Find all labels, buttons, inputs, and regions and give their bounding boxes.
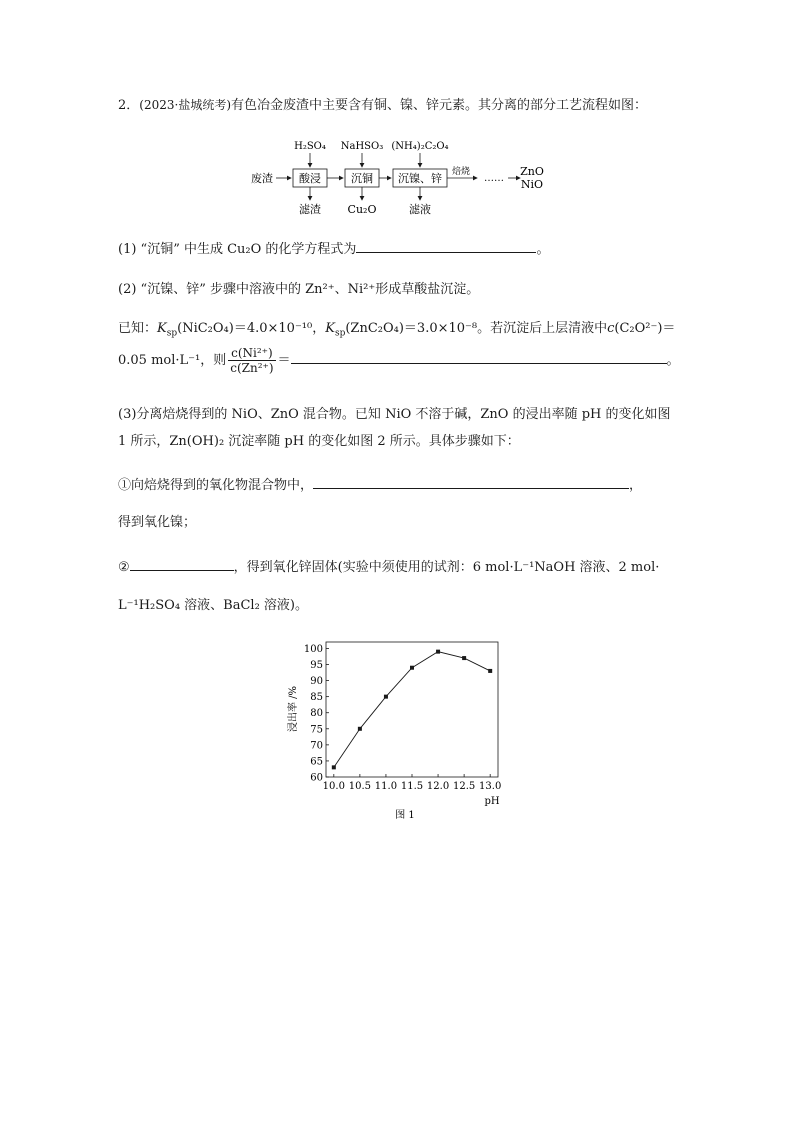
- reagent-nahso3: NaHSO₃: [340, 141, 384, 152]
- step-2-next: [118, 597, 308, 615]
- data-point: [358, 727, 362, 731]
- step-1-line: [118, 474, 642, 495]
- q1-end: 。: [536, 242, 550, 257]
- known-ksp-line: [118, 320, 675, 338]
- process-flow-diagram: [240, 132, 560, 222]
- y-tick-label: 65: [310, 756, 323, 768]
- output-filtrate: 滤液: [409, 203, 431, 216]
- data-point: [436, 650, 440, 654]
- x-tick-label: 12.0: [426, 781, 450, 792]
- data-point: [384, 695, 388, 699]
- y-tick-label: 100: [303, 643, 323, 655]
- question-intro: 有色冶金废渣中主要含有铜、镍、锌元素。其分离的部分工艺流程如图：: [231, 98, 648, 113]
- step1-text: ①向焙烧得到的氧化物混合物中，: [118, 478, 314, 493]
- q1-answer-blank[interactable]: [356, 238, 536, 253]
- ratio-answer-blank[interactable]: [291, 349, 667, 364]
- step-2-line: [118, 556, 659, 577]
- data-point: [488, 669, 492, 673]
- output-residue: 滤渣: [299, 203, 321, 216]
- reagent-oxalate: (NH₄)₂C₂O₄: [391, 141, 449, 152]
- known-prefix: 已知：: [118, 321, 158, 336]
- ksp2-symbol: K: [325, 321, 335, 336]
- step2-text: ，得到氧化锌固体(实验中须使用的试剂：6 mol·L⁻¹NaOH 溶液、2 mol·: [233, 560, 660, 575]
- y-tick-label: 80: [310, 708, 323, 720]
- conc-text: 0.05 mol·L⁻¹，则: [118, 353, 227, 368]
- step2-answer-blank[interactable]: [130, 556, 234, 571]
- q3-line1-text: (3)分离焙烧得到的 NiO、ZnO 混合物。已知 NiO 不溶于碱，ZnO 的浸出率随 pH 的变化如图: [118, 407, 671, 422]
- y-tick-label: 85: [310, 692, 323, 704]
- flow-dots: ……: [484, 173, 504, 184]
- ratio-end: 。: [666, 353, 680, 368]
- question-1: [118, 238, 549, 259]
- y-tick-label: 75: [310, 724, 323, 736]
- ratio-fraction: [228, 346, 275, 375]
- x-tick-label: 11.0: [374, 781, 398, 792]
- step-acid-leach: 酸浸: [299, 172, 321, 185]
- chart-xlabel: pH: [484, 796, 500, 807]
- step-copper: 沉铜: [351, 172, 373, 185]
- ratio-numerator: c(Ni²⁺): [228, 346, 275, 361]
- y-tick-label: 60: [310, 772, 323, 784]
- step1-next-text: 得到氧化镍；: [118, 515, 197, 530]
- step-ni-zn: 沉镍、锌: [398, 172, 442, 185]
- step2-next-text: L⁻¹H₂SO₄ 溶液、BaCl₂ 溶液)。: [118, 598, 308, 613]
- ksp1-symbol: K: [157, 321, 167, 336]
- c-symbol: c: [607, 321, 615, 336]
- step1-end: ，: [629, 478, 643, 493]
- question-3-line-1: [118, 406, 671, 424]
- roast-label: 焙烧: [451, 167, 471, 177]
- product-zno: ZnO: [520, 165, 544, 178]
- x-tick-label: 11.5: [400, 781, 424, 792]
- q3-line2-text: 1 所示，Zn(OH)₂ 沉淀率随 pH 的变化如图 2 所示。具体步骤如下：: [118, 434, 520, 449]
- q2-text: (2) “沉镍、锌” 步骤中溶液中的 Zn²⁺、Ni²⁺形成草酸盐沉淀。: [118, 282, 480, 297]
- ratio-line: [118, 346, 680, 376]
- y-tick-label: 95: [310, 660, 323, 671]
- x-tick-label: 10.5: [348, 781, 372, 792]
- leach-rate-chart: [280, 636, 510, 826]
- question-3-line-2: [118, 433, 520, 451]
- flow-input: 废渣: [251, 172, 273, 185]
- question-2: [118, 281, 479, 299]
- ratio-eq: ＝: [277, 353, 291, 368]
- y-tick-label: 90: [310, 676, 323, 688]
- c-oxalate: (C₂O²⁻)＝: [614, 321, 676, 336]
- ksp2-value: (ZnC₂O₄)＝3.0×10⁻⁸。若沉淀后上层清液中: [345, 321, 608, 336]
- ksp1-value: (NiC₂O₄)＝4.0×10⁻¹⁰，: [177, 321, 326, 336]
- ksp2-sub: sp: [334, 328, 346, 339]
- data-point: [332, 765, 336, 769]
- x-tick-label: 12.5: [452, 781, 476, 792]
- reagent-h2so4: H₂SO₄: [294, 141, 326, 152]
- x-tick-label: 10.0: [322, 781, 345, 792]
- chart-ylabel: 浸出率 /%: [288, 685, 299, 733]
- ksp1-sub: sp: [166, 328, 178, 339]
- x-tick-label: 13.0: [479, 781, 502, 792]
- question-source: (2023·盐城统考): [139, 98, 231, 112]
- output-cu2o: Cu₂O: [347, 203, 377, 216]
- q1-text: (1) “沉铜” 中生成 Cu₂O 的化学方程式为: [118, 242, 357, 257]
- y-tick-label: 70: [310, 740, 323, 752]
- step2-marker: ②: [118, 560, 130, 575]
- step1-answer-blank[interactable]: [313, 474, 629, 489]
- question-number: 2．: [118, 98, 140, 113]
- product-nio: NiO: [520, 178, 544, 191]
- ratio-denominator: c(Zn²⁺): [230, 361, 274, 375]
- data-point: [462, 656, 466, 660]
- step-1-result: [118, 514, 196, 532]
- chart-caption: 图 1: [395, 810, 415, 821]
- question-header: [118, 96, 647, 115]
- data-point: [410, 666, 414, 670]
